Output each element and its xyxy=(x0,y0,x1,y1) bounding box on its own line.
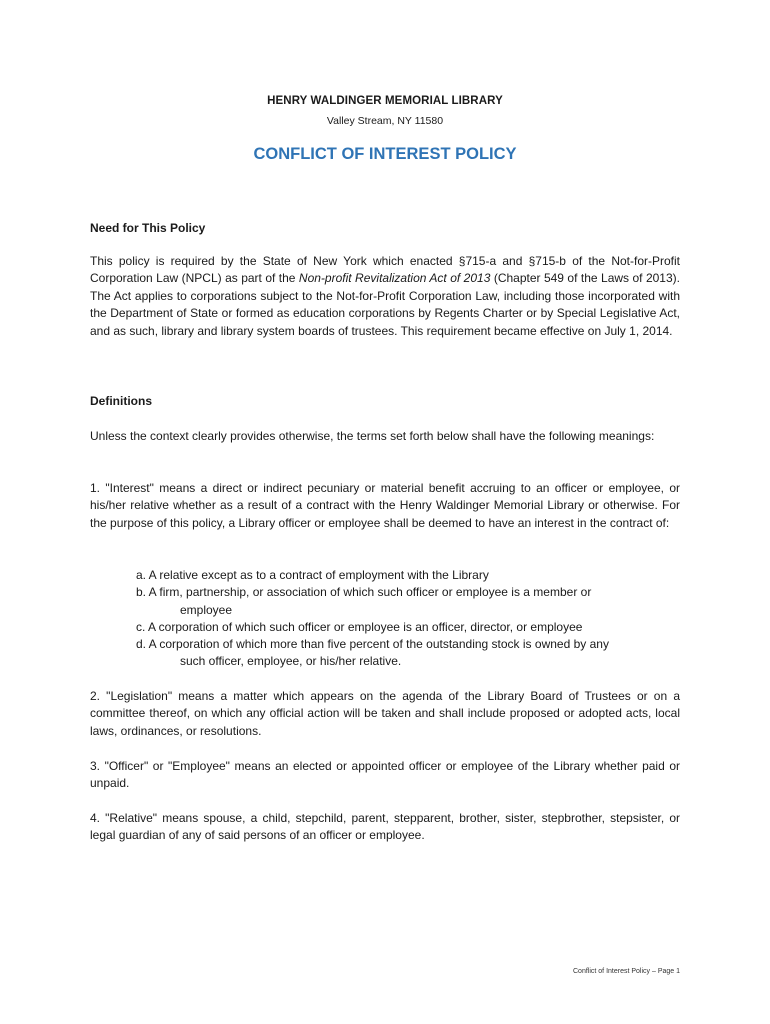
heading-definitions: Definitions xyxy=(90,394,152,408)
page-footer: Conflict of Interest Policy – Page 1 xyxy=(573,968,680,975)
definition-interest: 1. "Interest" means a direct or indirect pecuniary or material benefit accruing to an officer or employee, or his/her relative whether as a result of a contract with the Henry Waldinger Memorial Library or otherwise. For the purpose of this policy, a Library officer or employee shall be deemed to have an interest in the contract of: xyxy=(90,481,680,530)
paragraph-definitions-intro: Unless the context clearly provides otherwise, the terms set forth below shall have the following meanings: xyxy=(90,429,655,443)
definition-legislation: 2. "Legislation" means a matter which appears on the agenda of the Library Board of Trustees or on a committee thereof, on which any official action will be taken and shall include proposed or adopted acts, local laws, ordinances, or resolutions. xyxy=(90,689,680,738)
document-title: CONFLICT OF INTEREST POLICY xyxy=(253,145,517,163)
organization-location: Valley Stream, NY 11580 xyxy=(326,115,444,127)
act-name-italic: Non-profit Revitalization Act of 2013 xyxy=(298,271,491,286)
definition-relative: 4. "Relative" means spouse, a child, stepchild, parent, stepparent, brother, sister, stepbrother, stepsister, or legal guardian of any of said persons of an officer or employee. xyxy=(90,811,680,843)
need-text-part1: This policy is required by the State of New York which enacted §715-a and §715-b of the Not-for-Profit Corporation Law (NPCL) as part of the xyxy=(90,254,680,286)
interest-sublist xyxy=(136,567,636,671)
definition-officer-employee: 3. "Officer" or "Employee" means an elected or appointed officer or employee of the Library whether paid or unpaid. xyxy=(90,759,680,791)
organization-name: HENRY WALDINGER MEMORIAL LIBRARY xyxy=(267,95,503,107)
sublist-item: a. A relative except as to a contract of employment with the Library xyxy=(136,568,489,582)
need-text-part2: (Chapter 549 of the Laws of 2013). The Act applies to corporations subject to the Not-for-Profit Corporation Law, including those incorporated with the Department of State or formed as education corporations by Regents Charter or by Special Legislative Act, and as such, library and library system boards of trustees. This requirement became effective on July 1, 2014. xyxy=(90,271,680,338)
sublist-item: d. A corporation of which more than five percent of the outstanding stock is owned by any such officer, employee, or his/her relative. xyxy=(136,637,609,669)
heading-need-for-policy: Need for This Policy xyxy=(90,221,206,235)
paragraph-need-for-policy xyxy=(90,253,680,340)
sublist-item: c. A corporation of which such officer or employee is an officer, director, or employee xyxy=(136,619,583,634)
sublist-item: b. A firm, partnership, or association of which such officer or employee is a member or employee xyxy=(136,585,592,617)
